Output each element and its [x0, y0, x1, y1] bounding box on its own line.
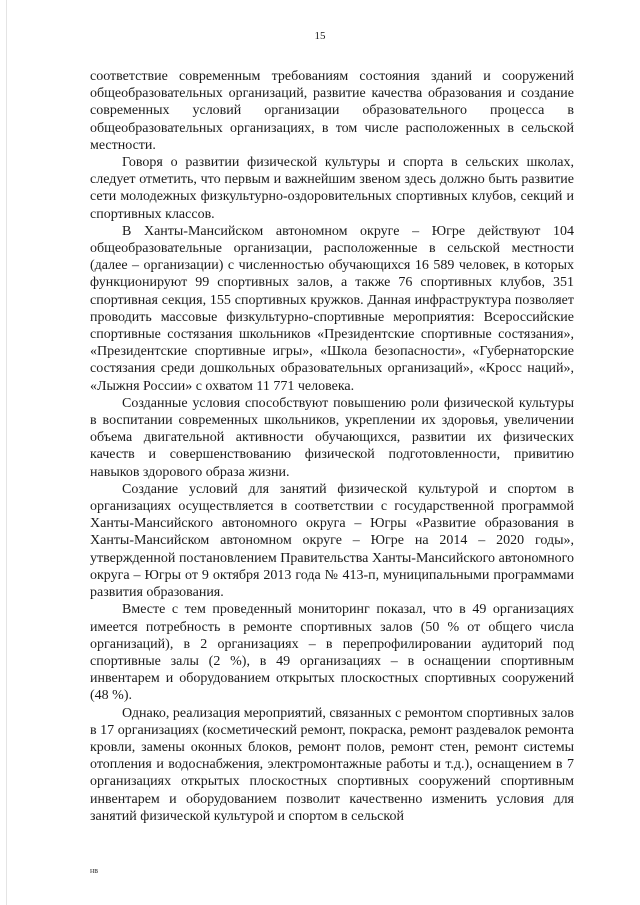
scan-edge-line: [6, 0, 7, 905]
paragraph-2: Говоря о развитии физической культуры и спорта в сельских школах, следует отметить, что первым и важнейшим звеном здесь должно быть развитие сети молодежных физкультурно-оздоровительных спортивных клубов, секций и спортивных классов.: [90, 155, 574, 222]
paragraph-4: Созданные условия способствуют повышению роли физической культуры в воспитании современных школьников, укреплении их здоровья, увеличении объема двигательной активности обучающихся, развитии их физических качеств и совершенствованию физической подготовленности, привитию навыков здорового образа жизни.: [90, 395, 574, 480]
paragraph-1: соответствие современным требованиям состояния зданий и сооружений общеобразовательных организаций, развитие качества образования и создание современных условий организации образовательного процесса в общеобразовательных организациях, в том числе расположенных в сельской местности.: [90, 69, 574, 153]
paragraph-3: В Ханты-Мансийском автономном округе – Югре действуют 104 общеобразовательные организации, расположенные в сельской местности (далее – организации) с численностью обучающихся 16 589 человек, в которых функционируют 99 спортивных залов, а также 76 спортивных клубов, 351 спортивная секция, 155 спортивных кружков. Данная инфраструктура позволяет проводить массовые физкультурно-спортивные мероприятия: Всероссийские спортивные состязания школьников «Президентские спортивные состязания», «Президентские спортивные игры», «Школа безопасности», «Губернаторские состязания среди дошкольных образовательных организаций», «Кросс наций», «Лыжня России» с охватом 11 771 человека.: [90, 223, 574, 394]
paragraph-6: Вместе с тем проведенный мониторинг показал, что в 49 организациях имеется потребность в ремонте спортивных залов (50 % от общего числа организаций), в 2 организациях – в перепрофилировании аудиторий под спортивные залы (2 %), в 49 организациях – в оснащении спортивным инвентарем и оборудованием открытых плоскостных спортивных сооружений (48 %).: [90, 602, 574, 704]
paragraph-7: Однако, реализация мероприятий, связанных с ремонтом спортивных залов в 17 организациях (косметический ремонт, покраска, ремонт раздевалок ремонта кровли, замены оконных блоков, ремонт полов, ремонт стен, ремонт системы отопления и водоснабжения, электромонтажные работы и т.д.), оснащением в 7 организациях открытых плоскостных спортивных сооружений спортивным инвентарем и оборудованием позволит качественно изменить условия для занятий физической культурой и спортом в сельской: [90, 705, 574, 824]
document-body: [90, 68, 574, 825]
footer-mark: нв: [90, 866, 99, 875]
page-number: 15: [314, 30, 326, 42]
paragraph-5: Создание условий для занятий физической культурой и спортом в организациях осуществляется в соответствии с государственной программой Ханты-Мансийского автономного округа – Югры «Развитие образования в Ханты-Мансийском автономном округе – Югре на 2014 – 2020 годы», утвержденной постановлением Правительства Ханты-Мансийского автономного округа – Югры от 9 октября 2013 года № 413-п, муниципальными программами развития образования.: [90, 481, 574, 601]
